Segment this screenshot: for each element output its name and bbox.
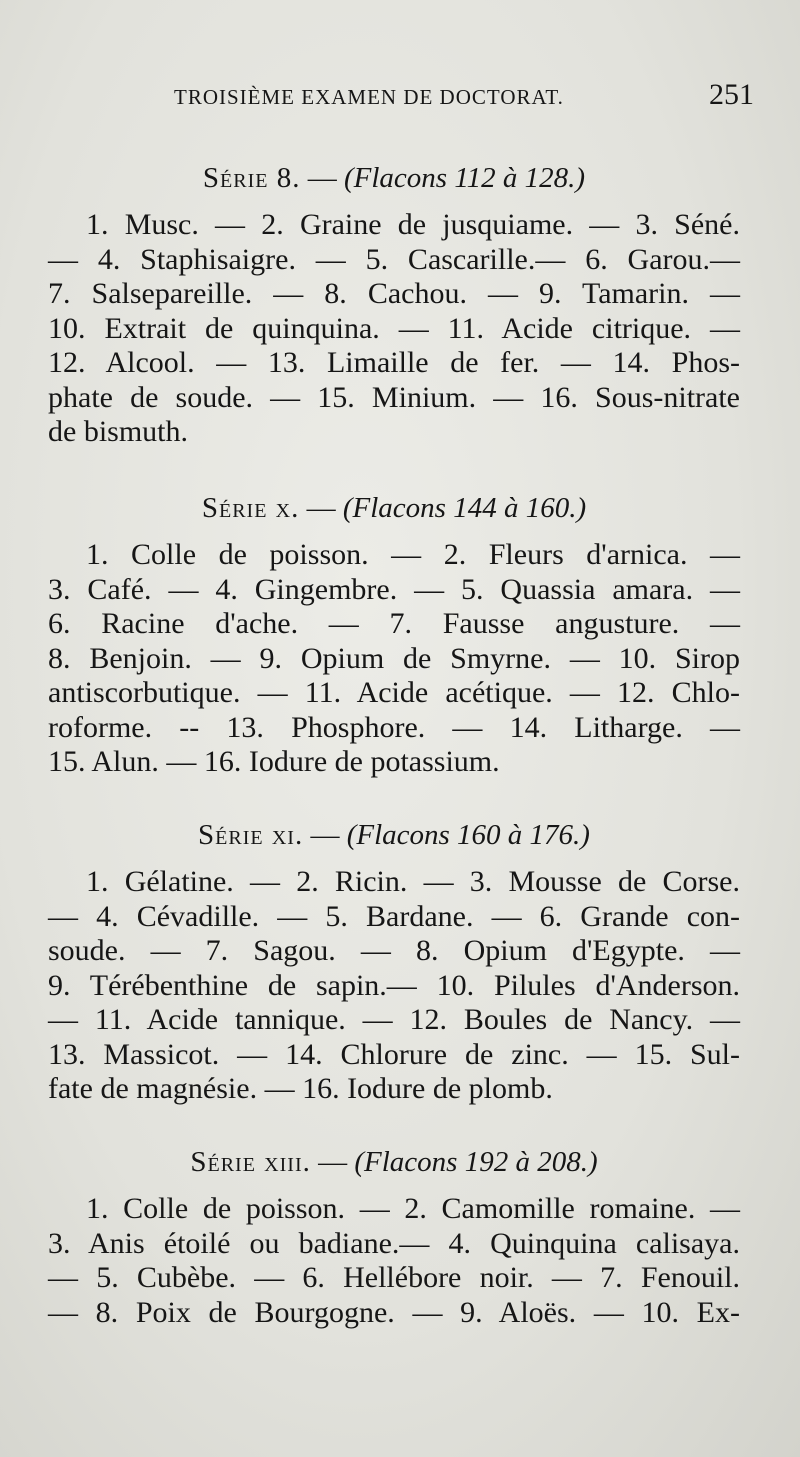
text-line: 7. Salsepareille. — 8. Cachou. — 9. Tamarin. — (48, 277, 740, 310)
text-line: phate de soude. — 15. Minium. — 16. Sous-nitrate (48, 380, 740, 414)
text-line: 15. Alun. — 16. Iodure de potassium. (48, 745, 500, 778)
text-line: soude. — 7. Sagou. — 8. Opium d'Egypte. — (48, 934, 740, 967)
series-heading (48, 488, 740, 528)
series-label: Série xi. (198, 819, 304, 851)
text-line: antiscorbutique. — 11. Acide acétique. — 12. Chlo- (48, 676, 740, 709)
running-title: TROISIÈME EXAMEN DE DOCTORAT. (174, 85, 564, 109)
page-number: 251 (709, 78, 754, 111)
text-line: fate de magnésie. — 16. Iodure de plomb. (48, 1072, 553, 1105)
text-line: 10. Extrait de quinquina. — 11. Acide citrique. — (48, 311, 740, 345)
series-heading (48, 158, 740, 198)
text-line: — 5. Cubèbe. — 6. Hellébore noir. — 7. Fenouil. (48, 1261, 740, 1294)
text-line: — 11. Acide tannique. — 12. Boules de Nancy. — (48, 1003, 740, 1036)
series-dash: — (310, 1146, 355, 1178)
text-line: 1. Colle de poisson. — 2. Fleurs d'arnica. — (86, 538, 740, 571)
series-label: Série 8. (202, 162, 301, 194)
text-line: 1. Musc. — 2. Graine de jusquiame. — 3. Séné. (86, 208, 740, 241)
running-header (174, 78, 754, 112)
text-line: roforme. -- 13. Phosphore. — 14. Litharge. — (48, 710, 740, 744)
series-heading (48, 1142, 740, 1182)
text-line: 6. Racine d'ache. — 7. Fausse angusture. — (48, 607, 740, 640)
text-line: — 8. Poix de Bourgogne. — 9. Aloës. — 10. Ex- (48, 1295, 740, 1329)
series-label: Série xiii. (190, 1146, 311, 1178)
text-line: 12. Alcool. — 13. Limaille de fer. — 14. Phos- (48, 346, 740, 379)
series-label: Série x. (201, 492, 300, 524)
series-dash: — (299, 492, 343, 524)
series-dash: — (300, 162, 344, 194)
series-xi-section (48, 815, 740, 1107)
text-line: 13. Massicot. — 14. Chlorure de zinc. — 15. Sul- (48, 1037, 740, 1071)
series-dash: — (303, 819, 347, 851)
text-line: — 4. Staphisaigre. — 5. Cascarille.— 6. Garou.— (48, 242, 740, 276)
series-flacons: (Flacons 192 à 208.) (354, 1146, 598, 1178)
series-flacons: (Flacons 144 à 160.) (342, 492, 587, 524)
text-line: de bismuth. (48, 415, 188, 448)
text-line: 8. Benjoin. — 9. Opium de Smyrne. — 10. Sirop (48, 641, 740, 675)
series-flacons: (Flacons 112 à 128.) (343, 162, 586, 194)
text-line: 1. Gélatine. — 2. Ricin. — 3. Mousse de Corse. (86, 865, 740, 898)
series-8-section (48, 158, 740, 450)
text-line: 9. Térébenthine de sapin.— 10. Pilules d'Anderson. (48, 968, 740, 1002)
text-line: 1. Colle de poisson. — 2. Camomille romaine. — (86, 1192, 740, 1225)
text-line: — 4. Cévadille. — 5. Bardane. — 6. Grande con- (48, 899, 740, 933)
series-flacons: (Flacons 160 à 176.) (346, 819, 590, 851)
series-x-section (48, 488, 740, 780)
text-line: 3. Café. — 4. Gingembre. — 5. Quassia amara. — (48, 572, 740, 606)
text-line: 3. Anis étoilé ou badiane.— 4. Quinquina calisaya. (48, 1226, 740, 1260)
series-xiii-section (48, 1142, 740, 1330)
series-heading (48, 815, 740, 855)
